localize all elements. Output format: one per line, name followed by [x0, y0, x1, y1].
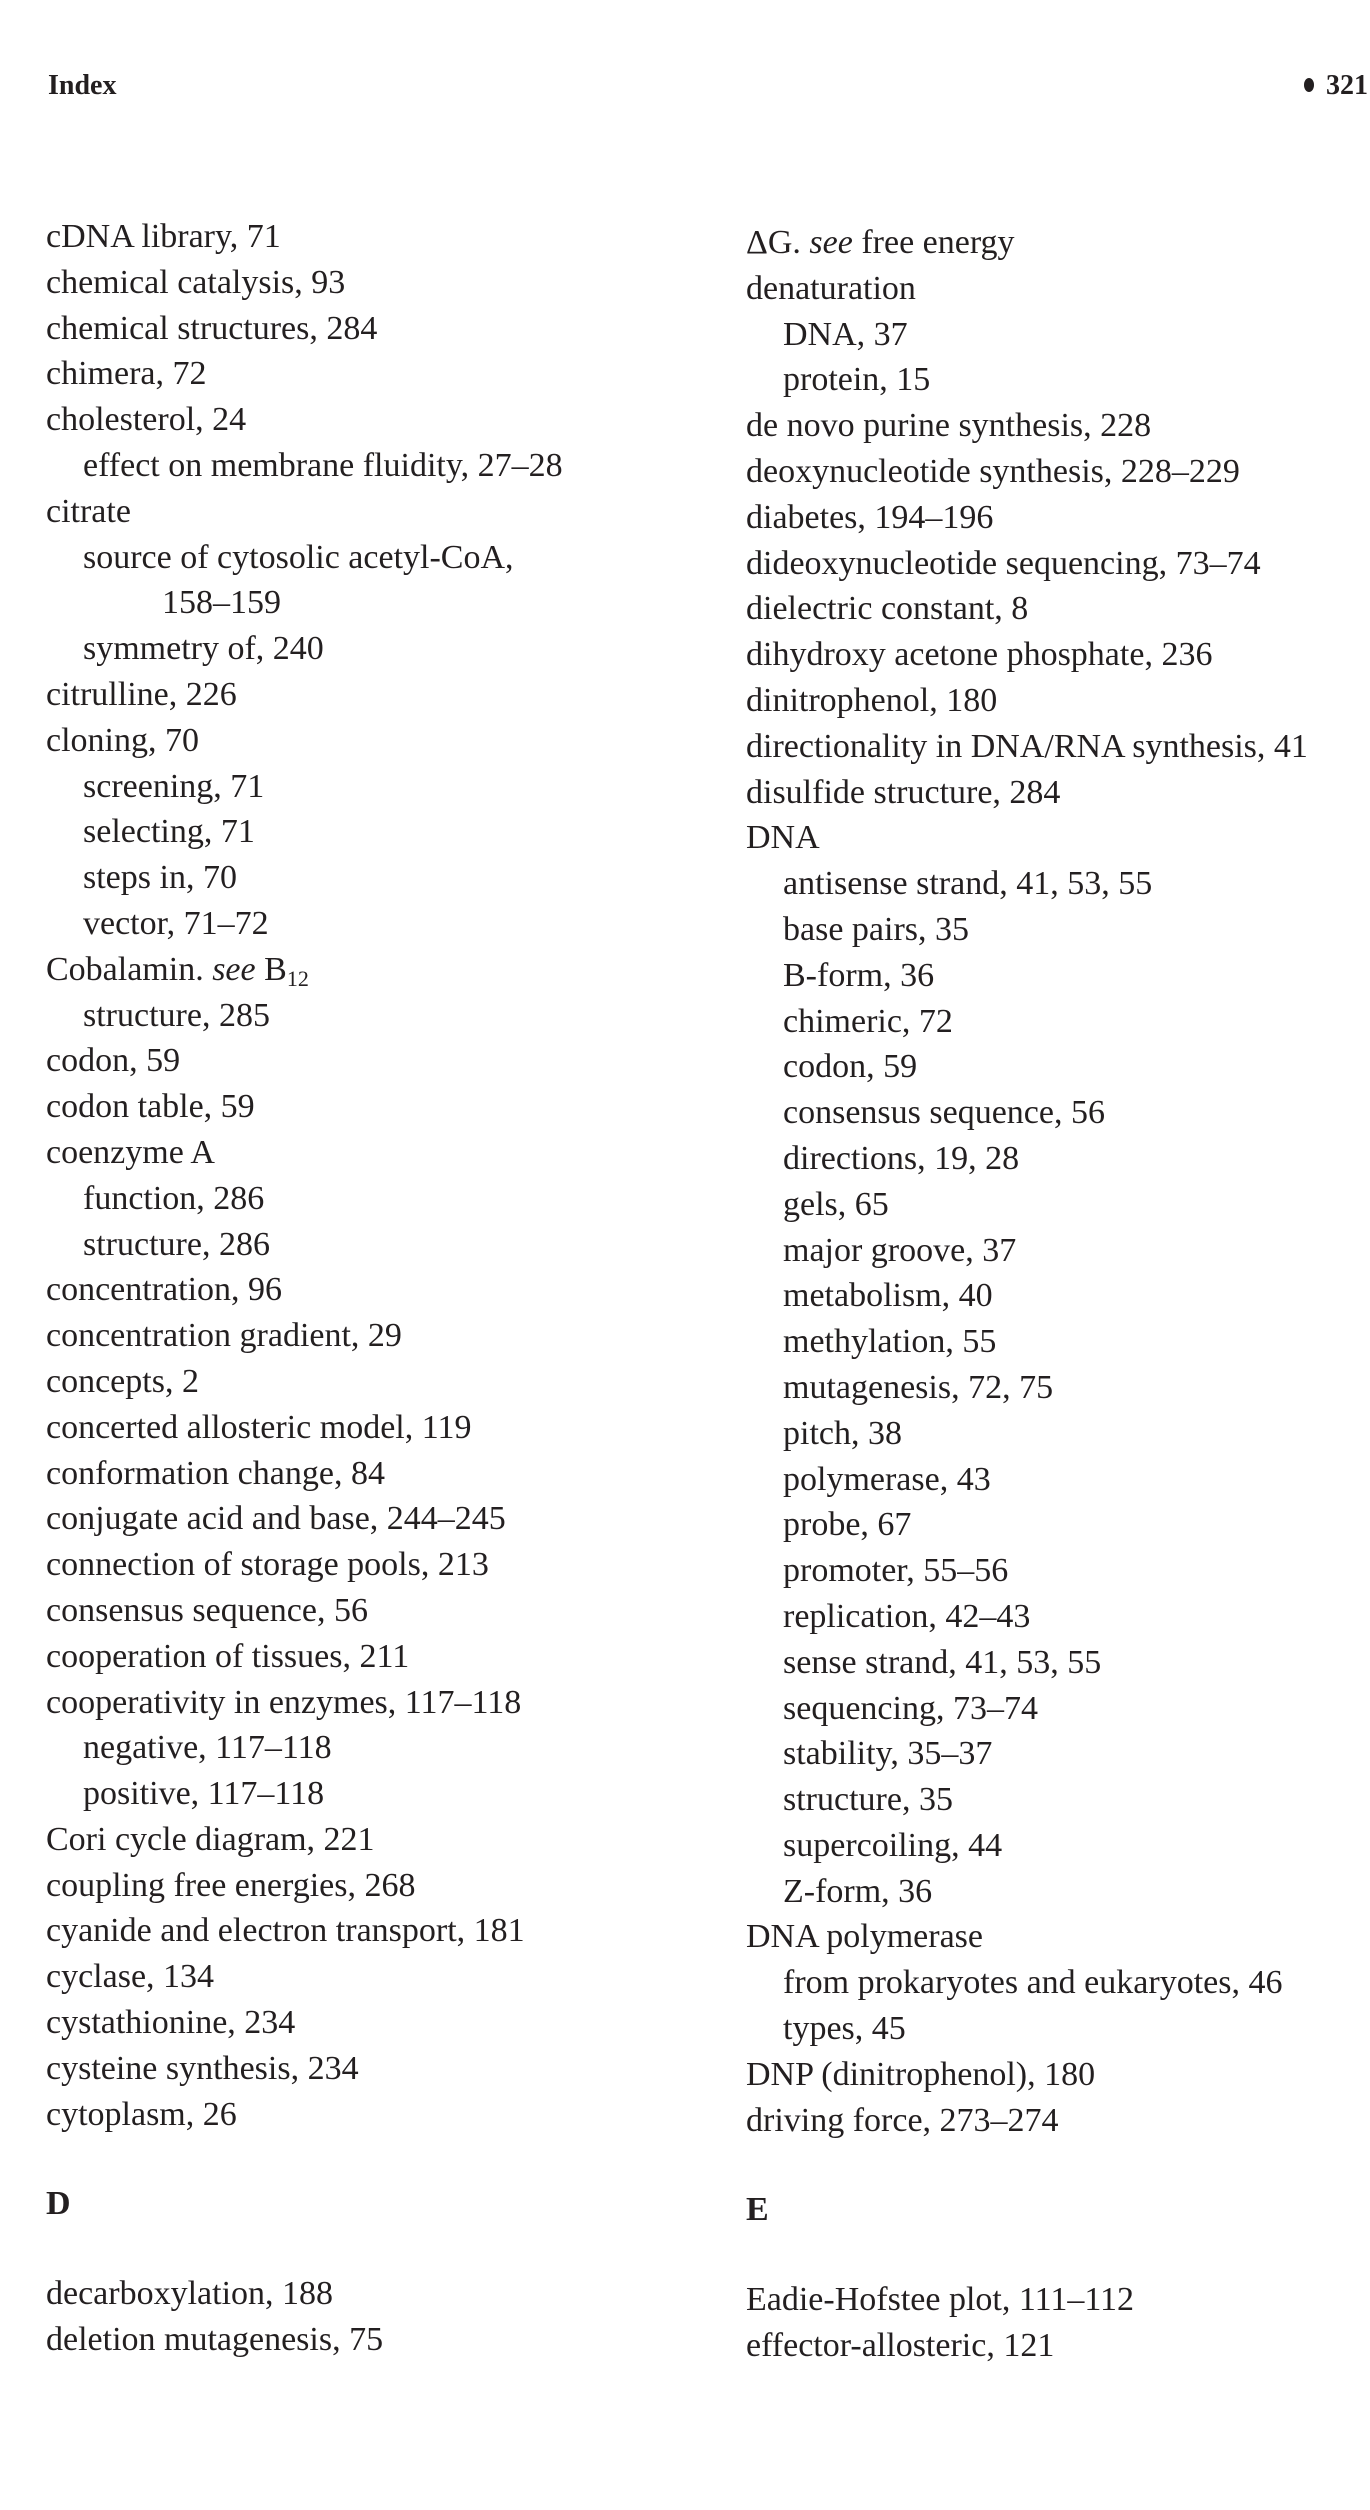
- index-entry: DNP (dinitrophenol), 180: [746, 2055, 1096, 2093]
- index-entry: deoxynucleotide synthesis, 228–229: [746, 452, 1240, 490]
- index-subentry: consensus sequence, 56: [783, 1094, 1105, 1132]
- bullet-icon: [1304, 78, 1314, 92]
- index-subentry: antisense strand, 41, 53, 55: [783, 865, 1153, 903]
- index-subentry: screening, 71: [83, 767, 265, 805]
- index-subentry: positive, 117–118: [83, 1775, 325, 1813]
- index-column-left: [46, 214, 706, 2363]
- index-entry: coenzyme A: [46, 1133, 215, 1171]
- index-subentry: stability, 35–37: [783, 1735, 993, 1773]
- entry-term: ΔG.: [746, 224, 801, 261]
- index-entry: concentration gradient, 29: [46, 1317, 402, 1355]
- index-subentry: source of cytosolic acetyl-CoA,: [83, 538, 514, 576]
- index-subentry: DNA, 37: [783, 315, 908, 353]
- index-subentry: supercoiling, 44: [783, 1826, 1003, 1864]
- see-target-subscript: 12: [286, 965, 309, 991]
- index-subentry: structure, 285: [83, 996, 270, 1034]
- index-subentry: Z-form, 36: [783, 1872, 933, 1910]
- index-subentry: selecting, 71: [83, 813, 255, 851]
- index-entry: cysteine synthesis, 234: [46, 2049, 359, 2087]
- index-subentry: codon, 59: [783, 1048, 918, 1086]
- index-entry: codon, 59: [46, 1042, 181, 1080]
- index-entry: directionality in DNA/RNA synthesis, 41: [746, 727, 1308, 765]
- index-subentry: sequencing, 73–74: [783, 1689, 1038, 1727]
- index-entry: concepts, 2: [46, 1362, 199, 1400]
- page-number-value: 321: [1326, 70, 1368, 101]
- index-entry: conformation change, 84: [46, 1454, 385, 1492]
- index-subentry: polymerase, 43: [783, 1460, 991, 1498]
- index-subentry: base pairs, 35: [783, 910, 970, 948]
- see-target: B: [264, 950, 287, 988]
- index-entry: cyclase, 134: [46, 1958, 215, 1996]
- page-number: [1304, 66, 1368, 106]
- index-subentry: symmetry of, 240: [83, 630, 324, 668]
- index-entry: deletion mutagenesis, 75: [46, 2321, 384, 2359]
- index-entry: citrate: [46, 492, 131, 530]
- index-subentry: steps in, 70: [83, 859, 237, 897]
- index-column-right: [746, 220, 1370, 2369]
- index-entry: de novo purine synthesis, 228: [746, 407, 1152, 445]
- index-entry: dideoxynucleotide sequencing, 73–74: [746, 544, 1261, 582]
- index-subentry: directions, 19, 28: [783, 1139, 1020, 1177]
- index-subentry: major groove, 37: [783, 1231, 1017, 1269]
- index-subentry: chimeric, 72: [783, 1002, 953, 1040]
- index-subentry: structure, 35: [783, 1781, 953, 1819]
- index-entry: cyanide and electron transport, 181: [46, 1912, 525, 1950]
- index-entry: chemical structures, 284: [46, 309, 378, 347]
- index-subentry: promoter, 55–56: [783, 1552, 1009, 1590]
- index-subentry: vector, 71–72: [83, 904, 269, 942]
- index-entry: cystathionine, 234: [46, 2004, 296, 2042]
- index-entry: Eadie-Hofstee plot, 111–112: [746, 2281, 1135, 2319]
- index-subentry: types, 45: [783, 2010, 906, 2048]
- index-entry: denaturation: [746, 269, 916, 307]
- index-entry-cross-reference: [746, 220, 1370, 266]
- running-head-title: Index: [48, 70, 117, 101]
- index-entry: chimera, 72: [46, 355, 207, 393]
- index-subentry: methylation, 55: [783, 1323, 997, 1361]
- index-entry: coupling free energies, 268: [46, 1866, 416, 1904]
- index-entry-cross-reference: [46, 947, 706, 993]
- index-subentry: function, 286: [83, 1179, 265, 1217]
- index-entry: dinitrophenol, 180: [746, 681, 998, 719]
- section-letter-heading: D: [46, 2185, 71, 2223]
- index-subentry: sense strand, 41, 53, 55: [783, 1643, 1102, 1681]
- index-entry: concerted allosteric model, 119: [46, 1408, 472, 1446]
- index-subentry: from prokaryotes and eukaryotes, 46: [783, 1964, 1283, 2002]
- index-subentry: gels, 65: [783, 1185, 889, 1223]
- section-letter-heading: E: [746, 2191, 769, 2229]
- see-label: see: [212, 950, 256, 988]
- see-label: see: [809, 224, 853, 261]
- index-subentry: negative, 117–118: [83, 1729, 332, 1767]
- see-target: free energy: [861, 224, 1015, 261]
- index-entry: Cori cycle diagram, 221: [46, 1820, 375, 1858]
- index-entry: conjugate acid and base, 244–245: [46, 1500, 506, 1538]
- index-subentry: structure, 286: [83, 1225, 270, 1263]
- index-subentry: B-form, 36: [783, 956, 935, 994]
- index-subentry: mutagenesis, 72, 75: [783, 1368, 1054, 1406]
- index-entry: codon table, 59: [46, 1088, 255, 1126]
- index-entry: consensus sequence, 56: [46, 1591, 368, 1629]
- index-entry: cDNA library, 71: [46, 218, 281, 255]
- index-subentry: metabolism, 40: [783, 1277, 993, 1315]
- entry-term: Cobalamin.: [46, 950, 204, 988]
- index-entry: driving force, 273–274: [746, 2101, 1059, 2139]
- index-entry: cooperation of tissues, 211: [46, 1637, 410, 1675]
- index-entry: diabetes, 194–196: [746, 498, 994, 536]
- index-entry: connection of storage pools, 213: [46, 1546, 489, 1584]
- index-entry: cloning, 70: [46, 721, 199, 759]
- index-entry: chemical catalysis, 93: [46, 263, 346, 301]
- index-entry: cytoplasm, 26: [46, 2095, 237, 2133]
- index-entry: cholesterol, 24: [46, 401, 247, 439]
- index-subentry: effect on membrane fluidity, 27–28: [83, 446, 563, 484]
- index-entry: dielectric constant, 8: [746, 590, 1029, 628]
- index-subentry: replication, 42–43: [783, 1597, 1031, 1635]
- index-entry: concentration, 96: [46, 1271, 283, 1309]
- index-entry: cooperativity in enzymes, 117–118: [46, 1683, 522, 1721]
- index-entry: dihydroxy acetone phosphate, 236: [746, 636, 1213, 674]
- index-entry: disulfide structure, 284: [746, 773, 1061, 811]
- index-subentry: probe, 67: [783, 1506, 912, 1544]
- index-entry: citrulline, 226: [46, 675, 237, 713]
- index-entry: DNA polymerase: [746, 1918, 984, 1956]
- index-subentry-continuation: 158–159: [162, 584, 281, 622]
- index-entry: decarboxylation, 188: [46, 2275, 334, 2313]
- index-subentry: protein, 15: [783, 361, 931, 399]
- index-entry: effector-allosteric, 121: [746, 2327, 1055, 2365]
- index-subentry: pitch, 38: [783, 1414, 902, 1452]
- index-entry: DNA: [746, 819, 820, 857]
- running-head: [0, 66, 1370, 106]
